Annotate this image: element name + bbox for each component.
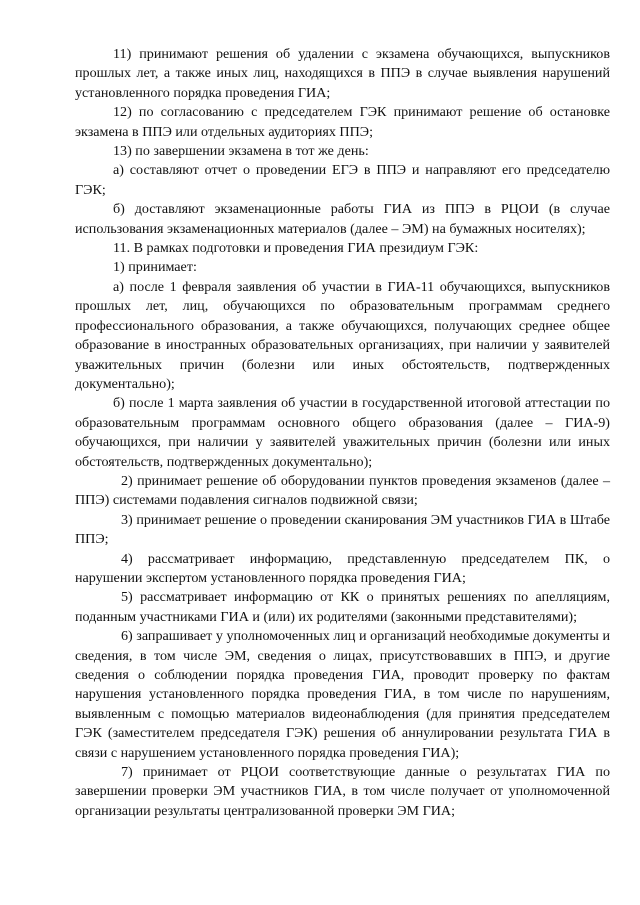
paragraph-4-expert-violation: 4) рассматривает информацию, представленную председателем ПК, о нарушении экспертом установленного порядка проведения ГИА;: [75, 550, 610, 586]
paragraph-13a-report: а) составляют отчет о проведении ЕГЭ в ППЭ и направляют его председателю ГЭК;: [75, 162, 610, 198]
paragraph-3-scanning: 3) принимает решение о проведении сканирования ЭМ участников ГИА в Штабе ППЭ;: [75, 511, 610, 548]
paragraph-6-requests: 6) запрашивает у уполномоченных лиц и организаций необходимые документы и сведения, в том числе ЭМ, сведения о лицах, присутствовавших в ППЭ, и другие сведения о соблюдении порядка проведения ГИА, проводит проверку по фактам нарушения установленного порядка проведения ГИА, в том числе по нарушениям, выявленным с помощью материалов видеонаблюдения (для принятия председателем ГЭК (заместителем председателя ГЭК) решения об аннулировании результата ГИА в связи с нарушением установленного порядка проведения ГИА);: [75, 628, 610, 761]
paragraph-5-appeals: 5) рассматривает информацию от КК о принятых решениях по апелляциям, поданным участниками ГИА и (или) их родителями (законными представителями);: [75, 589, 610, 625]
paragraph-1-accepts: 1) принимает:: [113, 259, 197, 276]
section-11-heading: 11. В рамках подготовки и проведения ГИА президиум ГЭК:: [113, 240, 479, 257]
paragraph-1b-mar-applications: б) после 1 марта заявления об участии в государственной итоговой аттестации по образовательным программам основного общего образования (далее – ГИА-9) обучающихся, при наличии у заявителей уважительных причин (болезни или иных обстоятельств, подтвержденных документально);: [75, 395, 610, 470]
paragraph-13-after-exam: 13) по завершении экзамена в тот же день:: [113, 143, 369, 160]
paragraph-12-stop-exam: 12) по согласованию с председателем ГЭК принимают решение об остановке экзамена в ППЭ или отдельных аудиториях ППЭ;: [75, 104, 610, 140]
paragraph-7-results: 7) принимает от РЦОИ соответствующие данные о результатах ГИА по завершении проверки ЭМ участников ГИА, в том числе получает от уполномоченной организации результаты централизованной проверки ЭМ ГИА;: [75, 764, 610, 819]
paragraph-1a-feb-applications: а) после 1 февраля заявления об участии в ГИА-11 обучающихся, выпускников прошлых лет, лиц, обучающихся по образовательным программам среднего профессионального образования, а также обучающихся, получающих среднее общее образование в иностранных образовательных организациях, при наличии у заявителей уважительных причин (болезни или иных обстоятельств, подтвержденных документально);: [75, 278, 610, 392]
paragraph-13b-delivery: б) доставляют экзаменационные работы ГИА из ППЭ в РЦОИ (в случае использования экзаменационных материалов (далее – ЭМ) на бумажных носителях);: [75, 201, 610, 237]
paragraph-11-removal: 11) принимают решения об удалении с экзамена обучающихся, выпускников прошлых лет, а также иных лиц, находящихся в ППЭ в случае выявления нарушений установленного порядка проведения ГИА;: [75, 46, 610, 101]
document-page: [75, 45, 610, 821]
paragraph-2-signal-suppression: 2) принимает решение об оборудовании пунктов проведения экзаменов (далее – ППЭ) системами подавления сигналов подвижной связи;: [75, 472, 610, 509]
